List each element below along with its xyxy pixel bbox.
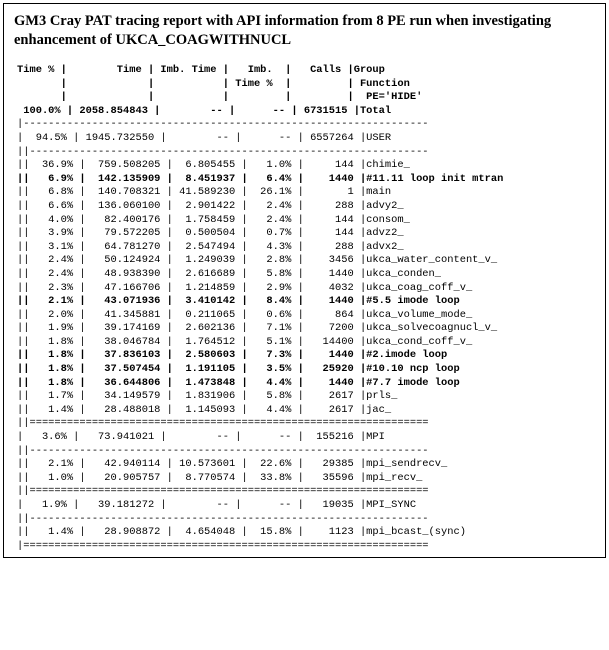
table-row: || 1.8% | 37.507454 | 1.191105 | 3.5% | 25920 |#10.10 ncp loop [17, 363, 460, 376]
group-summary-row: | 94.5% | 1945.732550 | -- | -- | 6557264 |USER [17, 131, 392, 144]
table-row: || 1.7% | 34.149579 | 1.831906 | 5.8% | 2617 |prls_ [17, 390, 398, 403]
report-title: GM3 Cray PAT tracing report with API information from 8 PE run when investigating enhancement of UKCA_COAGWITHNUCL [14, 13, 552, 48]
table-row: || 36.9% | 759.508205 | 6.805455 | 1.0% | 144 |chimie_ [17, 159, 410, 172]
table-row: || 2.1% | 43.071936 | 3.410142 | 8.4% | 1440 |#5.5 imode loop [17, 295, 460, 308]
group-summary-row: | 3.6% | 73.941021 | -- | -- | 155216 |MPI [17, 431, 385, 444]
table-row: || 4.0% | 82.400176 | 1.758459 | 2.4% | 144 |consom_ [17, 213, 410, 226]
table-row: || 6.8% | 140.708321 | 41.589230 | 26.1% | 1 |main [17, 186, 392, 199]
table-row: || 3.1% | 64.781270 | 2.547494 | 4.3% | 288 |advx2_ [17, 240, 404, 253]
group-separator: ||================================================================ [17, 485, 429, 498]
table-row: || 1.8% | 37.836103 | 2.580603 | 7.3% | 1440 |#2.imode loop [17, 349, 448, 362]
table-row: || 2.0% | 41.345881 | 0.211065 | 0.6% | 864 |ukca_volume_mode_ [17, 308, 473, 321]
table-separator: |----------------------------------------------------------------- [17, 118, 429, 131]
report-frame [3, 3, 606, 558]
table-row: || 1.9% | 39.174169 | 2.602136 | 7.1% | 7200 |ukca_solvecoagnucl_v_ [17, 322, 498, 335]
total-row: 100.0% | 2058.854843 | -- | -- | 6731515 |Total [17, 104, 392, 117]
table-separator: ||---------------------------------------------------------------- [17, 444, 429, 457]
table-separator: ||---------------------------------------------------------------- [17, 512, 429, 525]
table-row: || 2.1% | 42.940114 | 10.573601 | 22.6% | 29385 |mpi_sendrecv_ [17, 458, 448, 471]
table-row: || 1.8% | 38.046784 | 1.764512 | 5.1% | 14400 |ukca_cond_coff_v_ [17, 335, 473, 348]
table-row: || 6.6% | 136.060100 | 2.901422 | 2.4% | 288 |advy2_ [17, 199, 404, 212]
table-row: || 2.4% | 50.124924 | 1.249039 | 2.8% | 3456 |ukca_water_content_v_ [17, 254, 498, 267]
table-header-line: | | | | | PE='HIDE' [17, 91, 423, 104]
table-header-line: | | | Time % | | Function [17, 77, 410, 90]
table-row: || 2.4% | 48.938390 | 2.616689 | 5.8% | 1440 |ukca_conden_ [17, 267, 442, 280]
profile-report-table [17, 64, 503, 553]
table-separator: |================================================================= [17, 539, 429, 552]
table-row: || 1.4% | 28.908872 | 4.654048 | 15.8% | 1123 |mpi_bcast_(sync) [17, 526, 466, 539]
group-summary-row: | 1.9% | 39.181272 | -- | -- | 19035 |MPI_SYNC [17, 499, 417, 511]
table-separator: ||---------------------------------------------------------------- [17, 145, 429, 158]
table-header-line: Time % | Time | Imb. Time | Imb. | Calls |Group [17, 64, 385, 76]
table-row: || 3.9% | 79.572205 | 0.500504 | 0.7% | 144 |advz2_ [17, 227, 404, 240]
table-row: || 6.9% | 142.135909 | 8.451937 | 6.4% | 1440 |#11.11 loop init mtran [17, 172, 504, 185]
table-row: || 1.4% | 28.488018 | 1.145093 | 4.4% | 2617 |jac_ [17, 403, 392, 416]
table-row: || 1.8% | 36.644806 | 1.473848 | 4.4% | 1440 |#7.7 imode loop [17, 376, 460, 389]
table-row: || 1.0% | 20.905757 | 8.770574 | 33.8% | 35596 |mpi_recv_ [17, 471, 423, 484]
table-row: || 2.3% | 47.166706 | 1.214859 | 2.9% | 4032 |ukca_coag_coff_v_ [17, 281, 473, 294]
group-separator: ||================================================================ [17, 417, 429, 430]
